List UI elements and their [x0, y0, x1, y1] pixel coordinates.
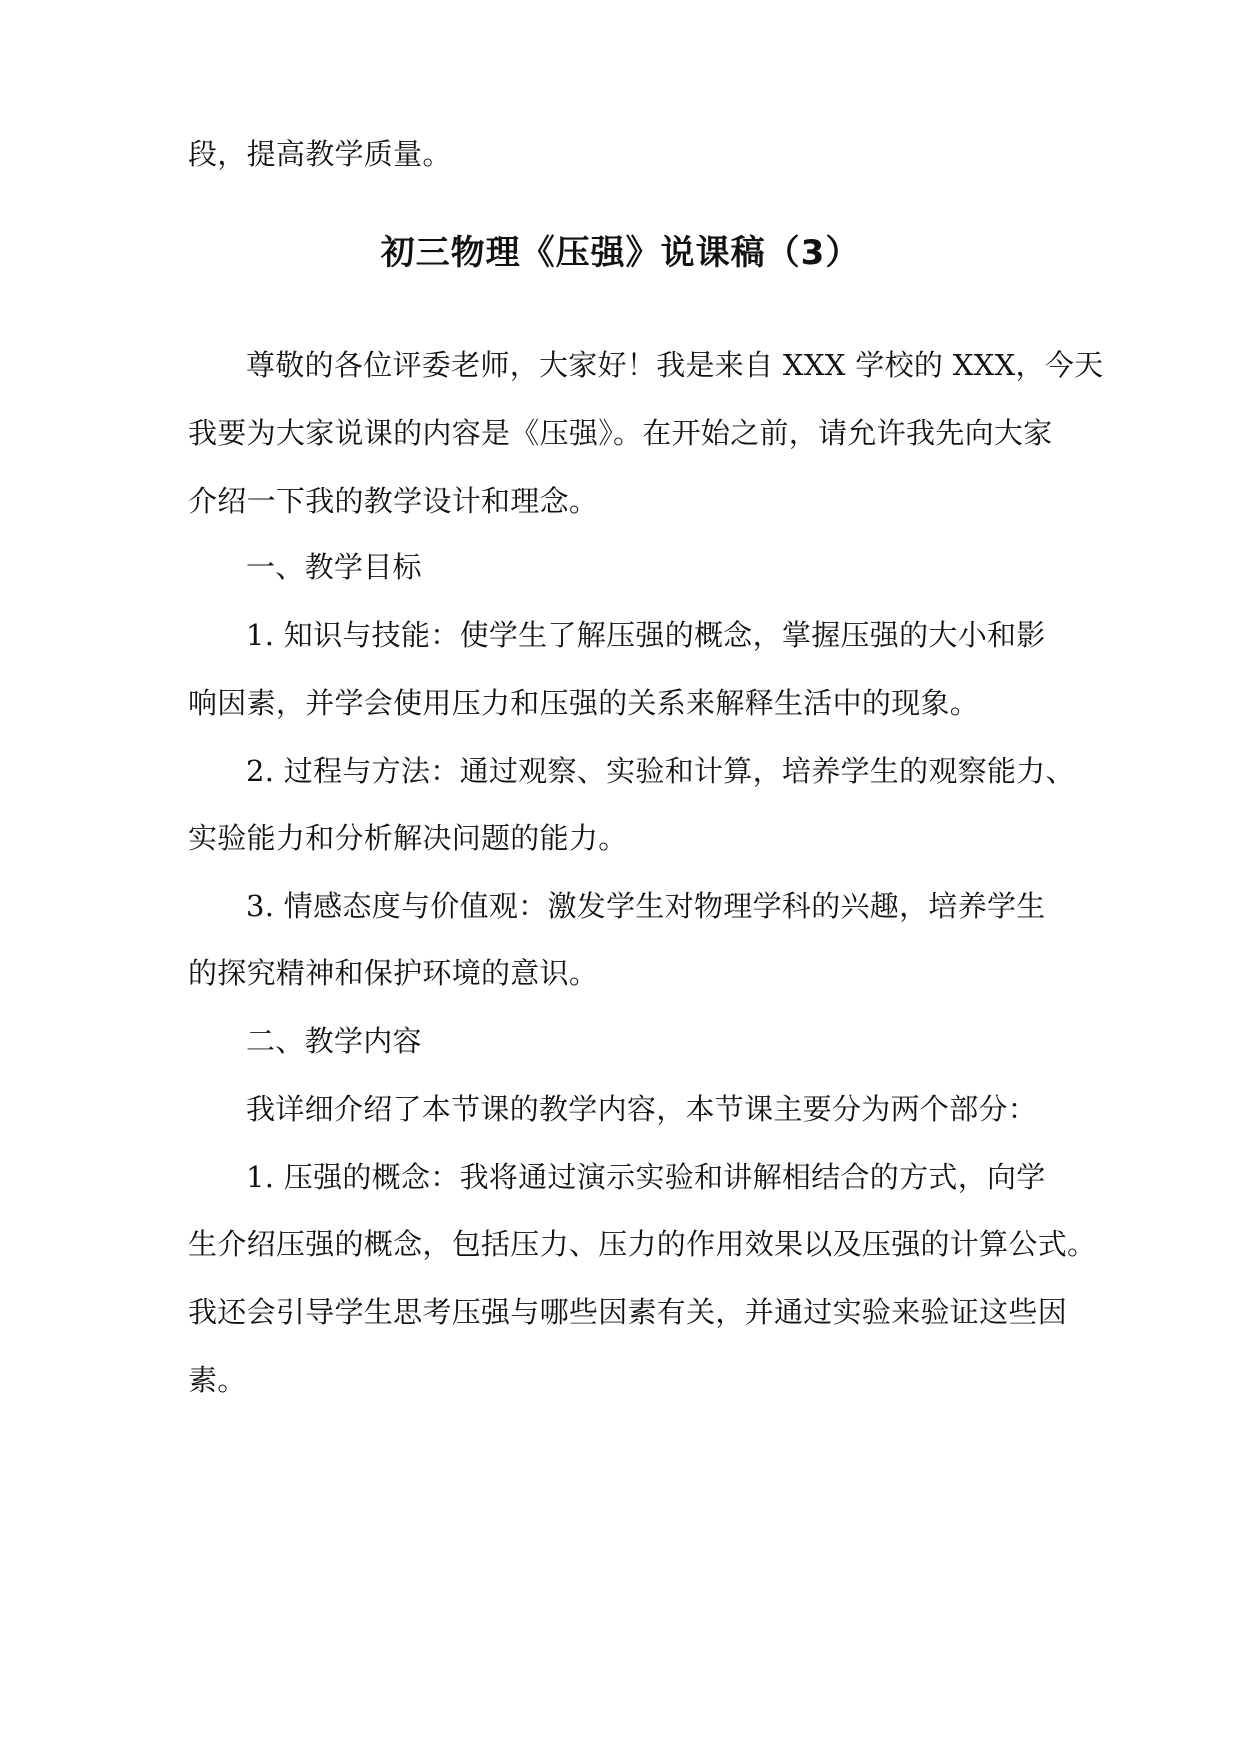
paragraph-line: 我详细介绍了本节课的教学内容，本节课主要分为两个部分： — [246, 1092, 1038, 1126]
paragraph-line: 1. 压强的概念：我将通过演示实验和讲解相结合的方式，向学 — [246, 1160, 1046, 1194]
paragraph-line: 我还会引导学生思考压强与哪些因素有关，并通过实验来验证这些因 — [188, 1295, 1068, 1329]
paragraph-line: 2. 过程与方法：通过观察、实验和计算，培养学生的观察能力、 — [246, 754, 1075, 788]
paragraph-line: 响因素，并学会使用压力和压强的关系来解释生活中的现象。 — [188, 686, 980, 720]
continued-paragraph-line: 段，提高教学质量。 — [188, 137, 452, 171]
paragraph-line: 3. 情感态度与价值观：激发学生对物理学科的兴趣，培养学生 — [246, 889, 1046, 923]
paragraph-line: 我要为大家说课的内容是《压强》。在开始之前，请允许我先向大家 — [188, 416, 1053, 450]
paragraph-line: 生介绍压强的概念，包括压力、压力的作用效果以及压强的计算公式。 — [188, 1227, 1097, 1261]
page-title: 初三物理《压强》说课稿（3） — [380, 233, 861, 273]
section-heading: 一、教学目标 — [246, 550, 422, 584]
paragraph-line: 素。 — [188, 1363, 247, 1397]
paragraph-line: 介绍一下我的教学设计和理念。 — [188, 484, 599, 518]
paragraph-line: 的探究精神和保护环境的意识。 — [188, 956, 599, 990]
section-heading: 二、教学内容 — [246, 1024, 422, 1058]
paragraph-line: 实验能力和分析解决问题的能力。 — [188, 821, 628, 855]
paragraph-line: 尊敬的各位评委老师，大家好！我是来自 XXX 学校的 XXX，今天 — [246, 348, 1104, 382]
paragraph-line: 1. 知识与技能：使学生了解压强的概念，掌握压强的大小和影 — [246, 618, 1046, 652]
